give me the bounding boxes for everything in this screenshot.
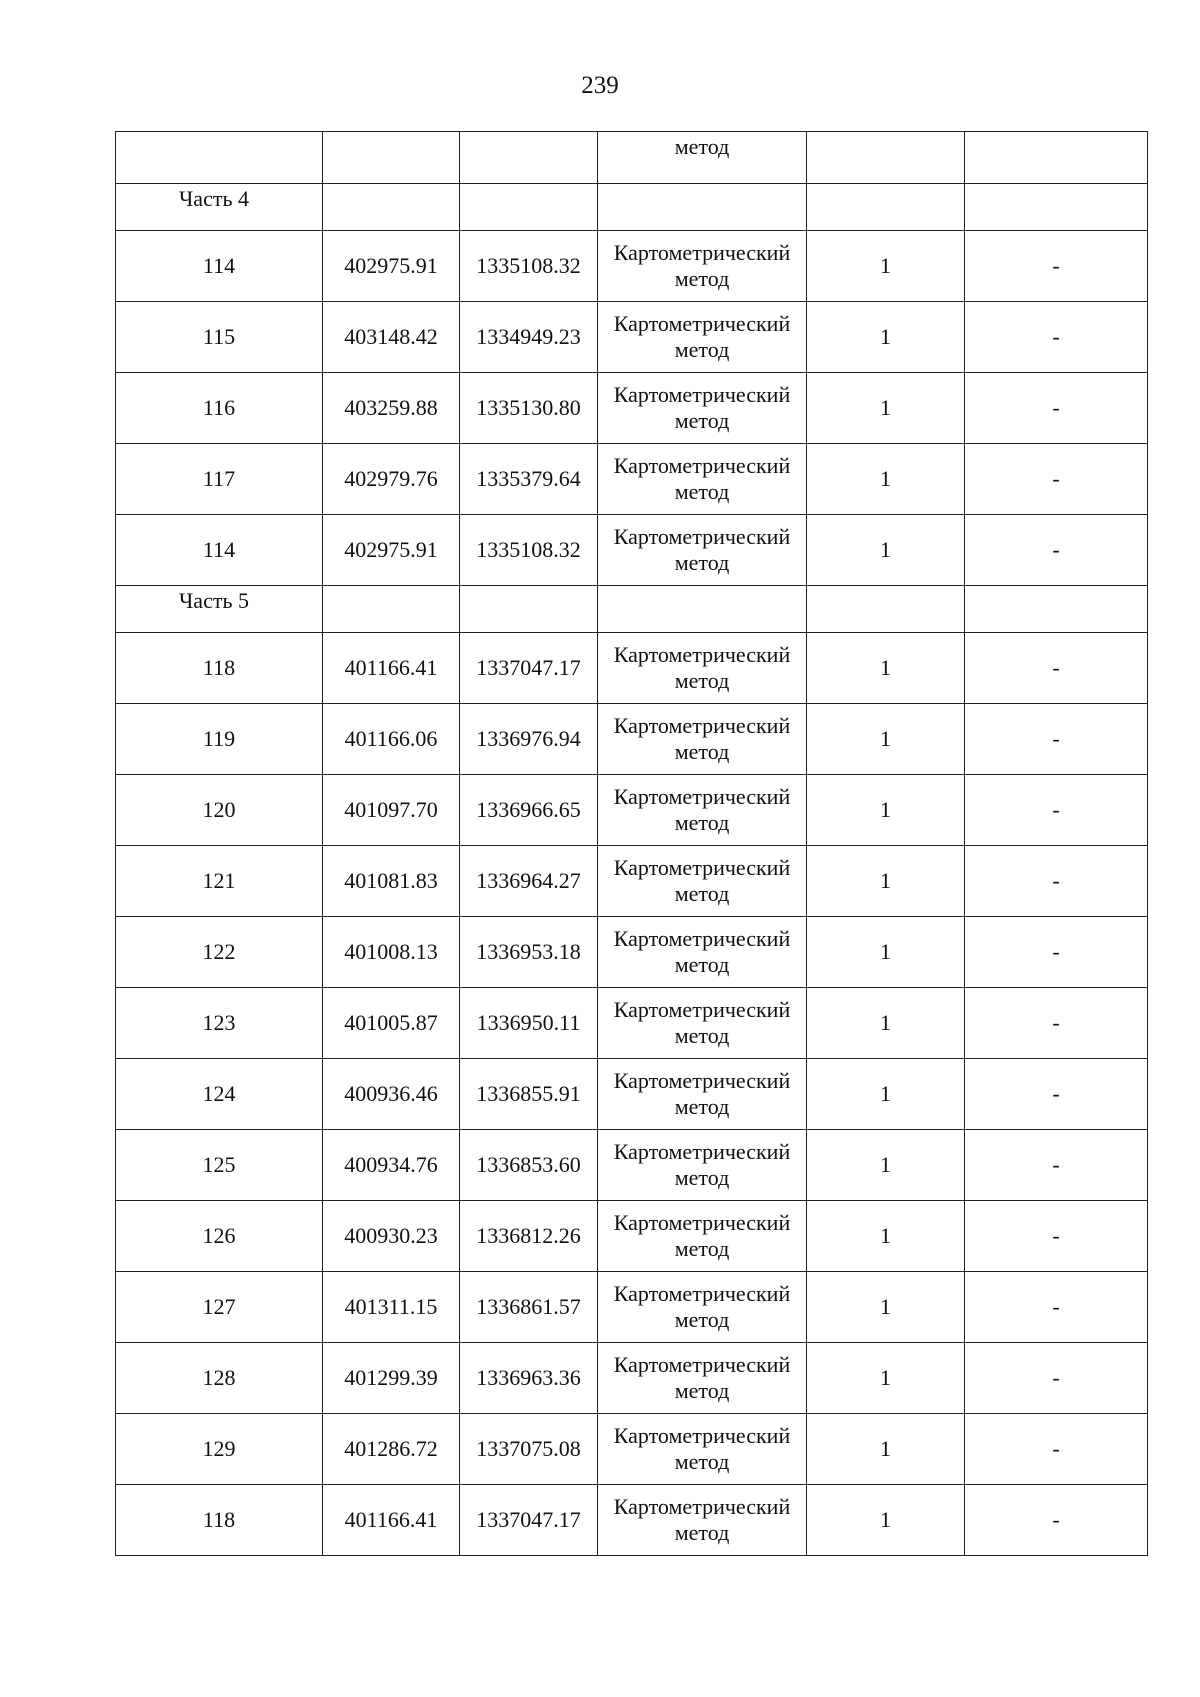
cell-method [598,917,807,988]
cell-accuracy: 1 [807,846,965,917]
cell-note: - [965,302,1148,373]
cell-note: - [965,1059,1148,1130]
cell-method [598,1130,807,1201]
method-line-1: Картометрический [613,1281,791,1306]
method-line-2: метод [674,810,730,835]
table-body [116,132,1148,1556]
cell-note: - [965,704,1148,775]
method-line-1: Картометрический [613,1352,791,1377]
cell-y: 1336966.65 [460,775,598,846]
table-row [116,1485,1148,1556]
cell-point: 116 [116,373,323,444]
cell-x [323,132,460,184]
cell-point: 125 [116,1130,323,1201]
method-line-2: метод [674,1307,730,1332]
cell-y: 1335379.64 [460,444,598,515]
cell-point: 115 [116,302,323,373]
cell-x: 401097.70 [323,775,460,846]
cell-method [598,302,807,373]
continuation-row [116,132,1148,184]
cell-x: 400936.46 [323,1059,460,1130]
section-label: Часть 4 [116,184,323,231]
cell-accuracy: 1 [807,1130,965,1201]
cell-point: 118 [116,633,323,704]
cell-x: 401286.72 [323,1414,460,1485]
method-line-1: Картометрический [613,926,791,951]
cell-y: 1336976.94 [460,704,598,775]
method-line-1: Картометрический [613,1068,791,1093]
method-line-1: Картометрический [613,1494,791,1519]
method-line-2: метод [674,1094,730,1119]
table-row [116,1272,1148,1343]
page-number: 239 [581,72,619,99]
method-line-2: метод [674,952,730,977]
method-line-1: Картометрический [613,1423,791,1448]
cell-point: 114 [116,231,323,302]
method-line-2: метод [674,1449,730,1474]
cell-method [598,1272,807,1343]
cell-point: 127 [116,1272,323,1343]
cell-note: - [965,633,1148,704]
cell-point: 120 [116,775,323,846]
method-line-2: метод [674,1378,730,1403]
cell-x: 401008.13 [323,917,460,988]
cell-method [598,1414,807,1485]
cell-method [598,775,807,846]
method-line-2: метод [674,337,730,362]
method-line-1: Картометрический [613,855,791,880]
cell-method [598,1485,807,1556]
cell-y: 1336964.27 [460,846,598,917]
cell-x: 401081.83 [323,846,460,917]
cell-y: 1336953.18 [460,917,598,988]
method-line-1: Картометрический [613,453,791,478]
cell-method [598,988,807,1059]
section-row [116,184,1148,231]
cell-accuracy: 1 [807,1414,965,1485]
cell-point: 121 [116,846,323,917]
cell-note: - [965,1272,1148,1343]
cell-accuracy: 1 [807,1201,965,1272]
table-row [116,846,1148,917]
empty-cell [323,586,460,633]
table-row [116,515,1148,586]
cell-method [598,704,807,775]
cell-method [598,373,807,444]
method-line-2: метод [674,1165,730,1190]
method-line-2: метод [674,266,730,291]
cell-note: - [965,1414,1148,1485]
empty-cell [598,184,807,231]
cell-note: - [965,988,1148,1059]
cell-point: 124 [116,1059,323,1130]
table-row [116,704,1148,775]
cell-x: 401166.41 [323,1485,460,1556]
cell-note: - [965,515,1148,586]
cell-y: 1335130.80 [460,373,598,444]
empty-cell [598,586,807,633]
cell-x: 400934.76 [323,1130,460,1201]
method-line-2: метод [674,1520,730,1545]
cell-y [460,132,598,184]
cell-x: 400930.23 [323,1201,460,1272]
cell-accuracy [807,132,965,184]
cell-note: - [965,231,1148,302]
cell-accuracy: 1 [807,444,965,515]
cell-y: 1336950.11 [460,988,598,1059]
cell-x: 403259.88 [323,373,460,444]
empty-cell [965,184,1148,231]
method-line-1: Картометрический [613,382,791,407]
cell-x: 403148.42 [323,302,460,373]
table-row [116,988,1148,1059]
empty-cell [460,184,598,231]
cell-method [598,515,807,586]
cell-accuracy: 1 [807,988,965,1059]
method-line-2: метод [674,739,730,764]
cell-point: 119 [116,704,323,775]
cell-x: 401166.41 [323,633,460,704]
cell-point: 117 [116,444,323,515]
cell-method [598,846,807,917]
cell-accuracy: 1 [807,917,965,988]
cell-point: 129 [116,1414,323,1485]
method-line-2: метод [674,668,730,693]
method-line-1: Картометрический [613,713,791,738]
cell-y: 1337047.17 [460,1485,598,1556]
cell-note: - [965,846,1148,917]
method-line-2: метод [674,881,730,906]
cell-note [965,132,1148,184]
cell-note: - [965,373,1148,444]
cell-note: - [965,444,1148,515]
cell-x: 401166.06 [323,704,460,775]
cell-method [598,1059,807,1130]
method-line-1: Картометрический [613,311,791,336]
table-row [116,231,1148,302]
cell-method [598,1201,807,1272]
method-line-2: метод [674,550,730,575]
cell-note: - [965,1485,1148,1556]
cell-accuracy: 1 [807,1343,965,1414]
cell-accuracy: 1 [807,373,965,444]
cell-note: - [965,1343,1148,1414]
cell-point: 118 [116,1485,323,1556]
cell-point: 122 [116,917,323,988]
cell-accuracy: 1 [807,1272,965,1343]
cell-method [598,444,807,515]
cell-note: - [965,917,1148,988]
cell-accuracy: 1 [807,231,965,302]
empty-cell [807,586,965,633]
cell-y: 1336855.91 [460,1059,598,1130]
section-label: Часть 5 [116,586,323,633]
cell-y: 1337075.08 [460,1414,598,1485]
table-row [116,633,1148,704]
table-row [116,1343,1148,1414]
method-line-2: метод [674,479,730,504]
cell-point: 114 [116,515,323,586]
cell-method [598,633,807,704]
cell-y: 1336861.57 [460,1272,598,1343]
empty-cell [965,586,1148,633]
table-row [116,444,1148,515]
cell-y: 1337047.17 [460,633,598,704]
cell-accuracy: 1 [807,515,965,586]
empty-cell [323,184,460,231]
cell-x: 402975.91 [323,231,460,302]
cell-point: 126 [116,1201,323,1272]
method-line-2: метод [674,1023,730,1048]
cell-point [116,132,323,184]
table-row [116,775,1148,846]
cell-accuracy: 1 [807,633,965,704]
cell-note: - [965,775,1148,846]
cell-x: 402979.76 [323,444,460,515]
empty-cell [460,586,598,633]
table-row [116,1414,1148,1485]
cell-x: 401005.87 [323,988,460,1059]
table-row [116,1201,1148,1272]
table-row [116,1130,1148,1201]
cell-accuracy: 1 [807,704,965,775]
cell-accuracy: 1 [807,775,965,846]
cell-x: 401299.39 [323,1343,460,1414]
cell-method: метод [598,132,807,184]
method-line-1: Картометрический [613,642,791,667]
cell-note: - [965,1201,1148,1272]
cell-x: 402975.91 [323,515,460,586]
method-line-1: Картометрический [613,1210,791,1235]
cell-y: 1335108.32 [460,515,598,586]
cell-y: 1336853.60 [460,1130,598,1201]
section-row [116,586,1148,633]
cell-y: 1336812.26 [460,1201,598,1272]
cell-y: 1336963.36 [460,1343,598,1414]
coordinates-table [115,131,1148,1556]
cell-x: 401311.15 [323,1272,460,1343]
method-line-1: Картометрический [613,1139,791,1164]
method-line-1: Картометрический [613,524,791,549]
cell-y: 1334949.23 [460,302,598,373]
cell-accuracy: 1 [807,1485,965,1556]
method-line-1: Картометрический [613,784,791,809]
empty-cell [807,184,965,231]
cell-accuracy: 1 [807,302,965,373]
cell-y: 1335108.32 [460,231,598,302]
cell-method [598,231,807,302]
cell-note: - [965,1130,1148,1201]
method-line-1: Картометрический [613,240,791,265]
method-line-1: Картометрический [613,997,791,1022]
table-row [116,917,1148,988]
cell-method [598,1343,807,1414]
cell-accuracy: 1 [807,1059,965,1130]
cell-point: 123 [116,988,323,1059]
table-row [116,373,1148,444]
method-line-2: метод [674,1236,730,1261]
table-row [116,1059,1148,1130]
cell-point: 128 [116,1343,323,1414]
method-line-2: метод [674,408,730,433]
table-row [116,302,1148,373]
